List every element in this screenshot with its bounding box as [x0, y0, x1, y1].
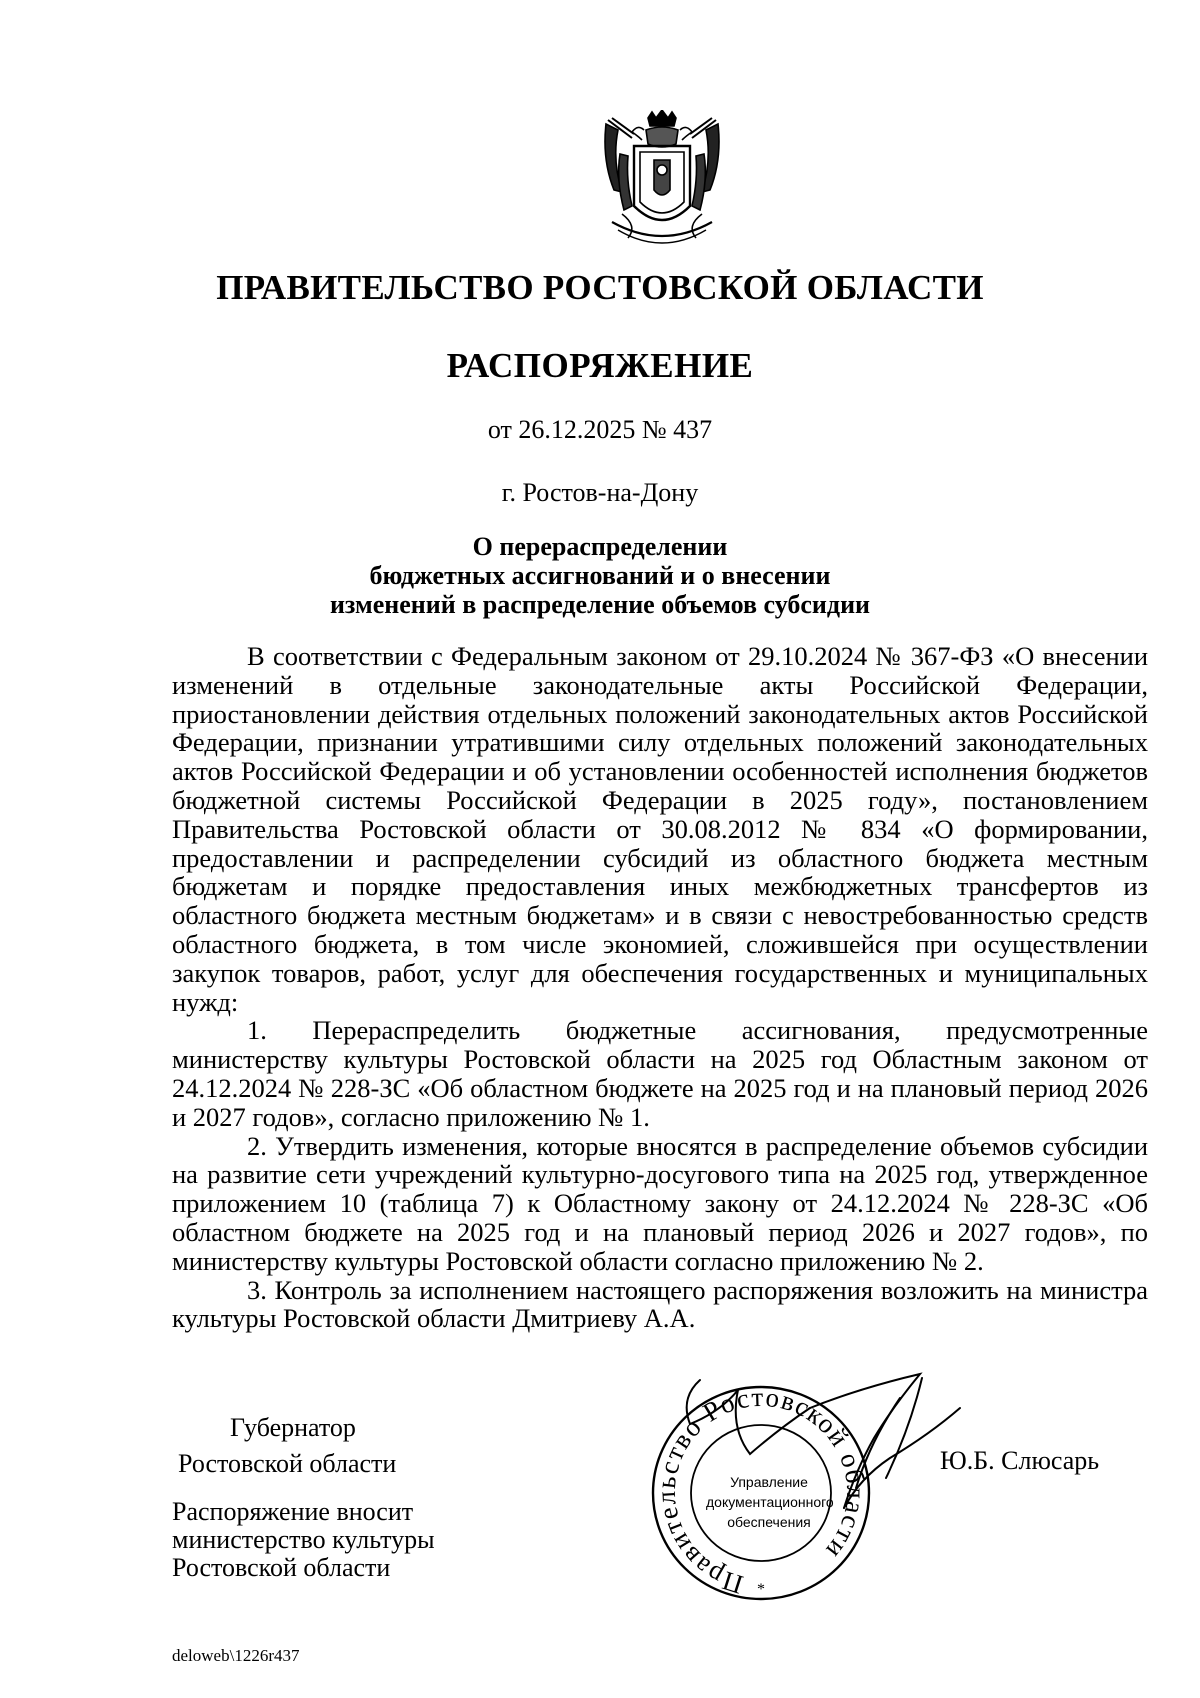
- organization-title: ПРАВИТЕЛЬСТВО РОСТОВСКОЙ ОБЛАСТИ: [216, 268, 984, 307]
- document-date-number: от 26.12.2025 № 437: [487, 415, 713, 444]
- submitted-by-line: Распоряжение вносит: [172, 1497, 414, 1526]
- submitted-by-line: Ростовской области: [172, 1553, 391, 1582]
- submitted-by-line: министерство культуры: [172, 1525, 435, 1554]
- body-paragraph-preamble: В соответствии с Федеральным законом от 29.10.2024 № 367-ФЗ «О внесении изменений в отдельные законодательные акты Российской Федерации, приостановлении действия отдельных положений законодательных актов Российской Федерации, признании утратившими силу отдельных положений законодательных актов Российской Федерации и об установлении особенностей исполнения бюджетов бюджетной системы Российской Федерации в 2025 году», постановлением Правительства Ростовской области от 30.08.2012 № 834 «О формировании, предоставлении и распределении субсидий из областного бюджета местным бюджетам и порядке предоставления иных межбюджетных трансфертов из областного бюджета местным бюджетам» и в связи с невостребованностью средств областного бюджета, в том числе экономией, сложившейся при осуществлении закупок товаров, работ, услуг для обеспечения государственных и муниципальных нужд:: [172, 641, 1148, 1017]
- stamp-inner-line: обеспечения: [727, 1514, 811, 1530]
- submitted-by: [172, 1498, 435, 1582]
- body-paragraph-item-1: 1. Перераспределить бюджетные ассигнования, предусмотренные министерству культуры Ростовской области на 2025 год Областным законом от 24.12.2024 № 228-ЗС «Об областном бюджете на 2025 год и на плановый период 2026 и 2027 годов», согласно приложению № 1.: [172, 1015, 1148, 1132]
- signer-title-line: Губернатор: [230, 1413, 356, 1442]
- document-city: г. Ростов-на-Дону: [501, 478, 699, 507]
- body-paragraph-item-3: 3. Контроль за исполнением настоящего распоряжения возложить на министра культуры Ростовской области Дмитриеву А.А.: [172, 1274, 1148, 1334]
- signer-title: [178, 1410, 396, 1482]
- coat-of-arms-icon: [598, 110, 726, 255]
- signer-title-line: Ростовской области: [178, 1449, 397, 1478]
- document-body: [172, 642, 1148, 1333]
- signer-name: Ю.Б. Слюсарь: [940, 1446, 1100, 1475]
- subject-line: изменений в распределение объемов субсидии: [329, 590, 871, 619]
- stamp-inner-line: документационного: [706, 1494, 834, 1510]
- stamp-ring-text: Правительство Ростовской области: [650, 1382, 872, 1600]
- subject-line: бюджетных ассигнований и о внесении: [369, 561, 831, 590]
- document-subject: [0, 532, 1200, 619]
- subject-line: О перераспределении: [472, 532, 728, 561]
- svg-text:*: *: [757, 1581, 765, 1598]
- stamp-inner-line: Управление: [730, 1474, 808, 1490]
- file-reference: deloweb\1226r437: [172, 1646, 300, 1665]
- body-paragraph-item-2: 2. Утвердить изменения, которые вносятся в распределение объемов субсидии на развитие сети учреждений культурно-досугового типа на 2025 год, утвержденное приложением 10 (таблица 7) к Областному закону от 24.12.2024 № 228-ЗС «Об областном бюджете на 2025 год и на плановый период 2026 и 2027 годов», по министерству культуры Ростовской области согласно приложению № 2.: [172, 1130, 1148, 1276]
- document-type: РАСПОРЯЖЕНИЕ: [446, 346, 754, 385]
